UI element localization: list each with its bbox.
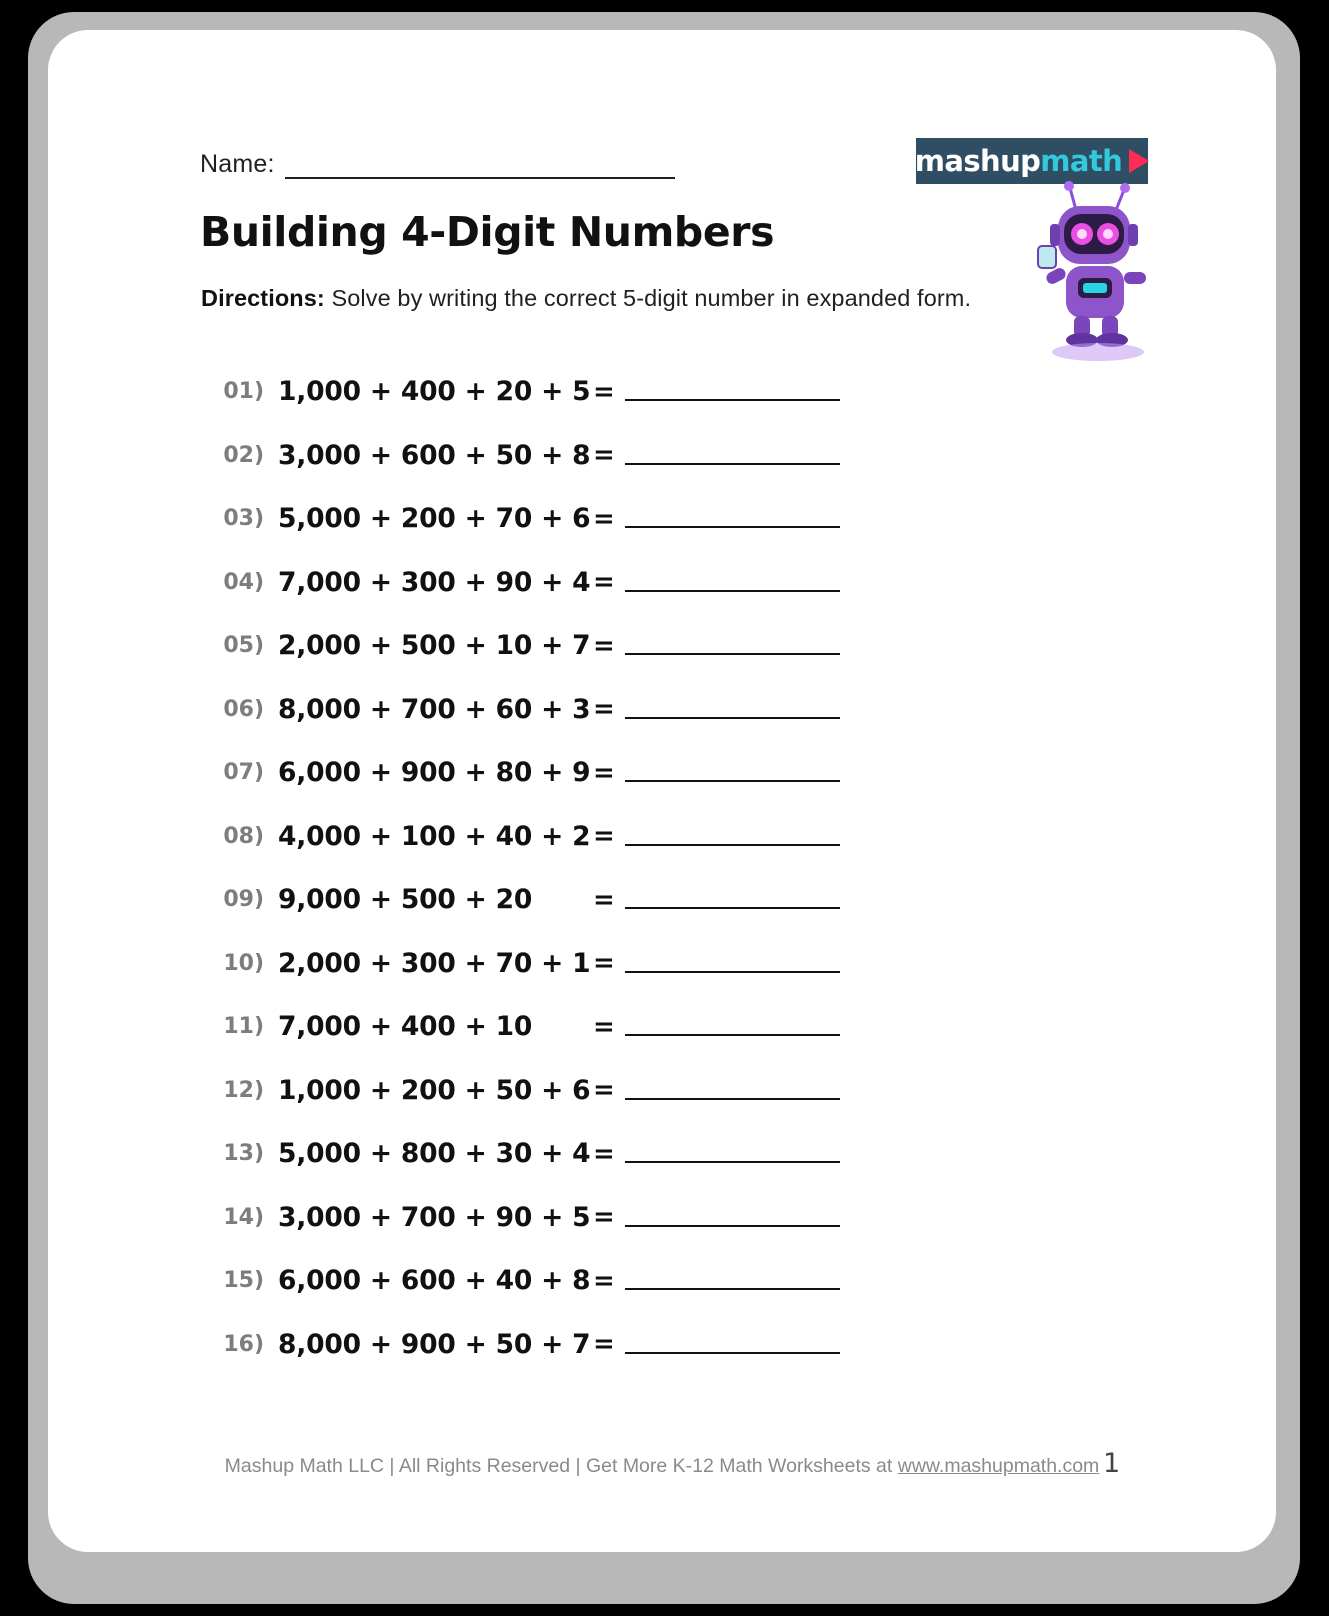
equals-sign: =: [593, 821, 615, 852]
problem-number: 09): [223, 887, 264, 913]
problem-number: 12): [223, 1077, 264, 1103]
problem-row: [200, 741, 1100, 805]
problem-expression: 7,000 + 400 + 10: [278, 1011, 533, 1043]
problem-expression: 5,000 + 800 + 30 + 4: [278, 1138, 591, 1170]
problem-expression: 9,000 + 500 + 20: [278, 884, 533, 916]
logo-text-mashup: mashup: [914, 144, 1041, 178]
robot-mascot-icon: [1028, 180, 1168, 365]
answer-blank[interactable]: [625, 700, 840, 719]
equals-sign: =: [593, 1202, 615, 1233]
problem-number: 01): [223, 379, 264, 405]
answer-blank[interactable]: [625, 1081, 840, 1100]
footer: [48, 1455, 1276, 1478]
problem-expression: 5,000 + 200 + 70 + 6: [278, 503, 591, 535]
logo-text-math: math: [1040, 144, 1123, 178]
equals-sign: =: [593, 630, 615, 661]
problem-number: 16): [223, 1331, 264, 1357]
answer-blank[interactable]: [625, 382, 840, 401]
page-title: Building 4-Digit Numbers: [200, 208, 775, 256]
answer-blank[interactable]: [625, 1335, 840, 1354]
name-field-row: [200, 150, 675, 179]
answer-blank[interactable]: [625, 636, 840, 655]
problem-expression: 6,000 + 900 + 80 + 9: [278, 757, 591, 789]
problem-list: [200, 360, 1100, 1376]
problem-number: 06): [223, 696, 264, 722]
equals-sign: =: [593, 503, 615, 534]
problem-number: 07): [223, 760, 264, 786]
problem-expression: 8,000 + 700 + 60 + 3: [278, 693, 591, 725]
equals-sign: =: [593, 694, 615, 725]
problem-number: 11): [223, 1014, 264, 1040]
problem-row: [200, 1122, 1100, 1186]
problem-row: [200, 424, 1100, 488]
problem-row: [200, 614, 1100, 678]
equals-sign: =: [593, 1011, 615, 1042]
problem-number: 05): [223, 633, 264, 659]
equals-sign: =: [593, 884, 615, 915]
name-input-line[interactable]: [285, 155, 675, 179]
worksheet-page-frame: [28, 12, 1300, 1604]
equals-sign: =: [593, 440, 615, 471]
problem-expression: 6,000 + 600 + 40 + 8: [278, 1265, 591, 1297]
equals-sign: =: [593, 1138, 615, 1169]
problem-number: 10): [223, 950, 264, 976]
problem-expression: 1,000 + 400 + 20 + 5: [278, 376, 591, 408]
answer-blank[interactable]: [625, 827, 840, 846]
answer-blank[interactable]: [625, 1271, 840, 1290]
problem-expression: 3,000 + 700 + 90 + 5: [278, 1201, 591, 1233]
problem-expression: 2,000 + 500 + 10 + 7: [278, 630, 591, 662]
equals-sign: =: [593, 1329, 615, 1360]
equals-sign: =: [593, 948, 615, 979]
worksheet-sheet: [48, 30, 1276, 1552]
problem-number: 14): [223, 1204, 264, 1230]
problem-expression: 3,000 + 600 + 50 + 8: [278, 439, 591, 471]
equals-sign: =: [593, 376, 615, 407]
footer-text: Mashup Math LLC | All Rights Reserved | Get More K-12 Math Worksheets at: [224, 1455, 898, 1477]
answer-blank[interactable]: [625, 954, 840, 973]
problem-row: [200, 1059, 1100, 1123]
equals-sign: =: [593, 757, 615, 788]
answer-blank[interactable]: [625, 509, 840, 528]
answer-blank[interactable]: [625, 573, 840, 592]
name-label: Name:: [200, 150, 275, 178]
problem-row: [200, 868, 1100, 932]
problem-row: [200, 551, 1100, 615]
play-triangle-icon: [1129, 149, 1149, 173]
problem-expression: 8,000 + 900 + 50 + 7: [278, 1328, 591, 1360]
problem-row: [200, 678, 1100, 742]
equals-sign: =: [593, 567, 615, 598]
directions-text: Solve by writing the correct 5-digit number in expanded form.: [324, 285, 972, 311]
directions-label: Directions:: [201, 285, 325, 311]
problem-row: [200, 360, 1100, 424]
problem-expression: 2,000 + 300 + 70 + 1: [278, 947, 591, 979]
problem-number: 03): [223, 506, 264, 532]
page-number: 1: [1103, 1448, 1121, 1479]
equals-sign: =: [593, 1265, 615, 1296]
answer-blank[interactable]: [625, 446, 840, 465]
equals-sign: =: [593, 1075, 615, 1106]
problem-expression: 7,000 + 300 + 90 + 4: [278, 566, 591, 598]
problem-row: [200, 1186, 1100, 1250]
problem-row: [200, 995, 1100, 1059]
answer-blank[interactable]: [625, 1208, 840, 1227]
problem-number: 02): [223, 442, 264, 468]
problem-number: 15): [223, 1268, 264, 1294]
problem-row: [200, 1249, 1100, 1313]
problem-expression: 1,000 + 200 + 50 + 6: [278, 1074, 591, 1106]
mashup-math-logo[interactable]: [916, 138, 1148, 184]
problem-number: 08): [223, 823, 264, 849]
answer-blank[interactable]: [625, 890, 840, 909]
footer-website-link[interactable]: www.mashupmath.com: [897, 1455, 1100, 1477]
answer-blank[interactable]: [625, 1144, 840, 1163]
problem-row: [200, 487, 1100, 551]
problem-row: [200, 932, 1100, 996]
answer-blank[interactable]: [625, 1017, 840, 1036]
problem-number: 04): [223, 569, 264, 595]
answer-blank[interactable]: [625, 763, 840, 782]
problem-row: [200, 805, 1100, 869]
problem-number: 13): [223, 1141, 264, 1167]
problem-row: [200, 1313, 1100, 1377]
directions: [201, 285, 971, 312]
problem-expression: 4,000 + 100 + 40 + 2: [278, 820, 591, 852]
